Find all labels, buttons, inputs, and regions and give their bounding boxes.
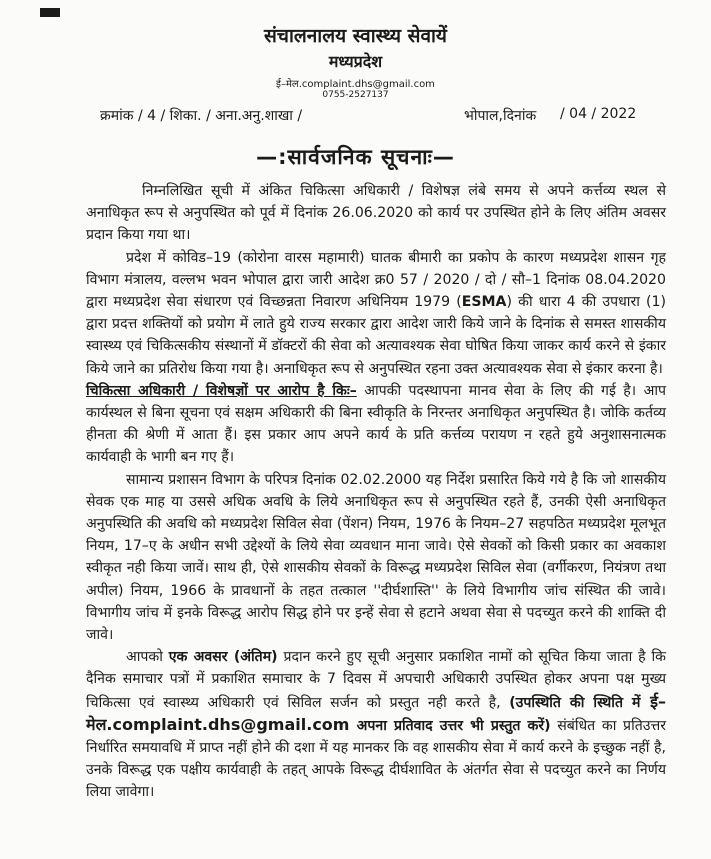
notice-body — [86, 180, 666, 804]
state-name: मध्यप्रदेश — [328, 52, 383, 71]
org-name: संचालनालय स्वास्थ्य सेवायें — [264, 25, 447, 47]
header-email: ई–मेल.complaint.dhs@gmail.com — [276, 79, 435, 90]
place-label: भोपाल,दिनांक — [464, 108, 537, 124]
paragraph-3: चिकित्सा अधिकारी / विशेषज्ञों पर आरोप है किः– आपकी पदस्थापना मानव सेवा के लिए की गई है। आप कार्यस्थल से बिना सूचना एवं सक्षम अधिकारी की बिना स्वीकृति के निरन्तर अनाधिकृत अनुपस्थित है। जोकि कर्तव्य हीनता की श्रेणी में आता हैं। इस प्रकार आप अपने कार्य के प्रति कर्त्तव्य परायण न रहते हुये अनुशासनात्मक कार्यवाही के भागी बन गए हैं। — [86, 382, 666, 466]
reference-number: क्रमांक / 4 / शिका. / अना.अनु.शाखा / — [100, 108, 303, 124]
last-chance-text: एक अवसर (अंतिम) — [168, 649, 278, 666]
paragraph-5: आपको एक अवसर (अंतिम) प्रदान करने हुए सूची अनुसार प्रकाशित नामों को सूचित किया जाता है कि दैनिक समाचार पत्रों में प्रकाशित समाचार के 7 दिवस में अपचारी अधिकारी उपस्थित होकर अपना पक्ष मुख्य चिकित्सा एवं स्वास्थ्य अधिकारी एवं सिविल सर्जन को प्रस्तुत नही करते है, (उपस्थिति की स्थिति में ई–मेल.complaint.dhs@gmail.com अपना प्रतिवाद उत्तर भी प्रस्तुत करें) संबंधित का प्रतिउत्तर निर्धारित समयावधि में प्राप्त नहीं होने की दशा में यह मानकर कि वह शासकीय सेवा में कार्य करने के इच्छुक नहीं है, उनके विरूद्ध एक पक्षीय कार्यवाही के तहत् आपके विरूद्ध दीर्घशावित के अंतर्गत सेवा से पदच्युत करने का निर्णय लिया जावेगा। — [86, 649, 667, 801]
complaint-email: ई–मेल.complaint.dhs@gmail.com — [86, 691, 667, 734]
esma-abbrev: ESMA — [461, 294, 507, 311]
notice-heading: —:सार्वजनिक सूचनाः— — [256, 145, 455, 169]
redaction-mark — [40, 8, 60, 17]
paragraph-2: प्रदेश में कोविड–19 (कोरोना वारस महामारी) घातक बीमारी का प्रकोप के कारण मध्यप्रदेश शासन गृह विभाग मंत्रालय, वल्लभ भवन भोपाल द्वारा जारी आदेश क्र0 57 / 2020 / दो / सौ–1 दिनांक 08.04.2020 द्वारा मध्यप्रदेश सेवा संधारण एवं विच्छन्नता निवारण अधिनियम 1979 (ESMA) की धारा 4 की उपधारा (1) द्वारा प्रदत्त शक्तियों को प्रयोग में लाते हुये राज्य सरकार द्वारा आदेश जारी किये जाने के दिनांक से समस्त शासकीय स्वास्थ्य एवं चिकित्सकीय संस्थानों में डॉक्टरों की सेवा को अत्यावश्यक सेवा घोषित किया जाकर कार्य करने से इंकार किये जाने का प्रतिरोध किया गया है। अनाधिकृत रूप से अनुपस्थित रहना उक्त अत्यावश्यक सेवा से इंकार करना है। — [86, 249, 666, 377]
paragraph-4: सामान्य प्रशासन विभाग के परिपत्र दिनांक 02.02.2000 यह निर्देश प्रसारित किये गये है कि जो शासकीय सेवक एक माह या उससे अधिक अवधि के लिये अनाधिकृत रूप से अनुपस्थित रहते हैं, उनकी ऐसी अनाधिकृत अनुपस्थिति की अवधि को मध्यप्रदेश सिविल सेवा (पेंशन) नियम, 1976 के नियम–27 सहपठित मध्यप्रदेश मूलभूत नियम, 17–ए के अधीन सभी उद्देश्यों के लिये सेवा व्यवधान माना जावे। ऐसे सेवकों को किसी प्रकार का अवकाश स्वीकृत नही किया जावें। साथ ही, ऐसे शासकीय सेवकों के विरूद्ध मध्यप्रदेश सिविल सेवा (वर्गीकरण, नियंत्रण तथा अपील) नियम, 1966 के प्रावधानों के तहत तत्काल ''दीर्घशास्ति'' के लिये विभागीय जांच संस्थित की जावे। विभागीय जांच में इनके विरूद्ध आरोप सिद्ध होने पर इन्हें सेवा से हटाने अथवा सेवा से पदच्युत करने की शाक्ति दी जावे। — [86, 471, 666, 644]
date-value: / 04 / 2022 — [560, 106, 637, 122]
header-phone: 0755-2527137 — [322, 90, 389, 100]
paragraph-1: निम्नलिखित सूची में अंकित चिकित्सा अधिकारी / विशेषज्ञ लंबे समय से अपने कर्त्तव्य स्थल से अनाधिकृत रूप से अनुपस्थित को पूर्व में दिनांक 26.06.2020 को कार्य पर उपस्थित होने के लिए अंतिम अवसर प्रदान किया गया था। — [86, 183, 666, 244]
charge-heading: चिकित्सा अधिकारी / विशेषज्ञों पर आरोप है किः– — [86, 382, 357, 399]
